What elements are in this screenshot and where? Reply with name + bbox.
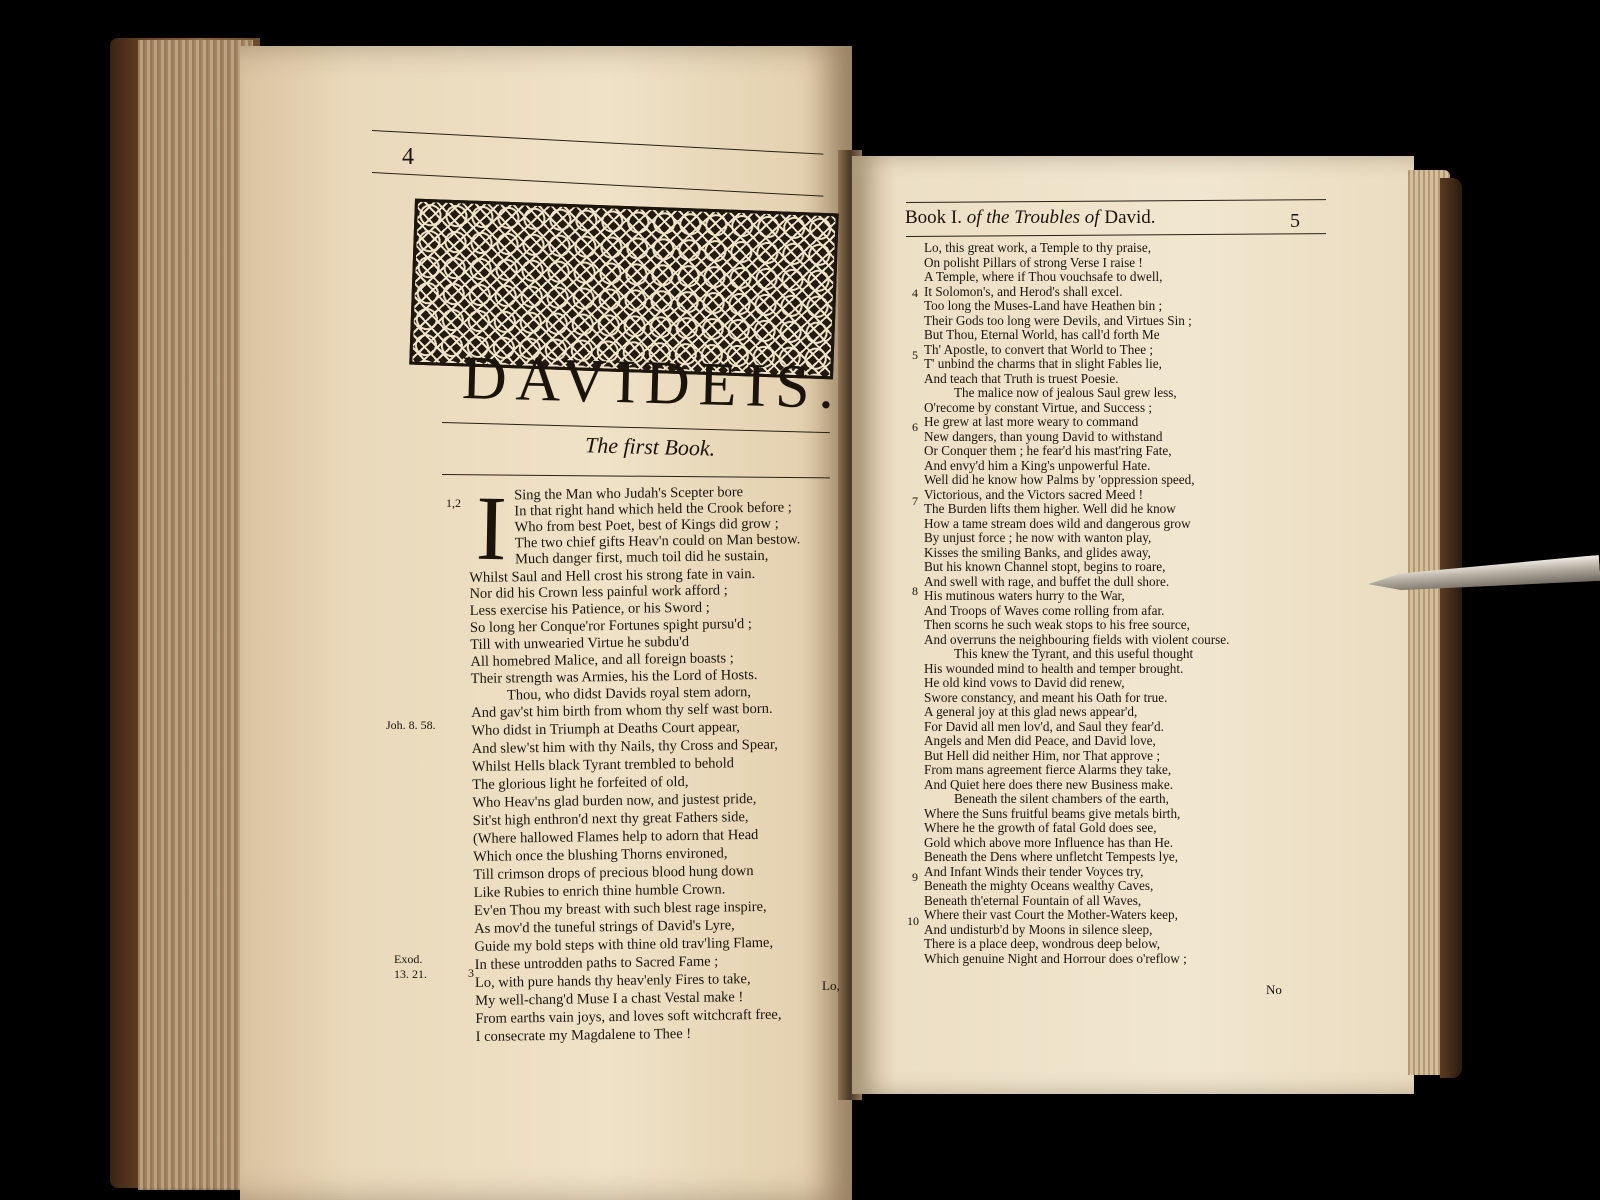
poem-line: Th' Apostle, to convert that World to Thee ;: [924, 341, 1154, 357]
running-head-book: Book I.: [905, 207, 962, 228]
poem-line: But Hell did neither Him, nor That approve ;: [924, 747, 1160, 763]
poem-line: Who didst in Triumph at Deaths Court appear,: [471, 719, 740, 739]
right-page-number: 5: [1290, 210, 1300, 232]
poem-line: The two chief gifts Heav'n could on Man bestow.: [514, 531, 801, 552]
poem-line: O'recome by constant Virtue, and Success ;: [924, 399, 1153, 415]
verse-number: 10: [907, 914, 919, 928]
poem-line: Thou, who didst Davids royal stem adorn,: [506, 684, 752, 704]
poem-line: His mutinous waters hurry to the War,: [924, 588, 1125, 603]
poem-line: Lo, this great work, a Temple to thy praise,: [924, 240, 1151, 255]
poem-line: He grew at last more weary to command: [924, 414, 1139, 429]
poem-line: So long her Conque'ror Fortunes spight pursu'd ;: [469, 616, 752, 636]
poem-line: My well-chang'd Muse I a chast Vestal make !: [475, 989, 744, 1009]
poem-line: T' unbind the charms that in slight Fables lie,: [924, 356, 1162, 371]
poem-line: Where he the growth of fatal Gold does see,: [924, 820, 1157, 835]
poem-line: Beneath th'eternal Fountain of all Waves,: [924, 892, 1142, 908]
poem-line: New dangers, than young David to withstand: [924, 428, 1163, 444]
poem-line: (Where hallowed Flames help to adorn that Head: [472, 826, 759, 847]
poem-line: Who Heav'ns glad burden now, and justest pride,: [472, 791, 757, 811]
book-subtitle: The first Book.: [584, 432, 716, 461]
poem-line: Beneath the mighty Oceans wealthy Caves,: [924, 878, 1154, 893]
poem-line: How a tame stream does wild and dangerous grow: [924, 515, 1191, 531]
verse-number: 6: [912, 420, 918, 434]
poem-line: And Quiet here does there new Business make.: [924, 776, 1174, 792]
poem-line: Too long the Muses-Land have Heathen bin ;: [924, 298, 1163, 313]
verse-number: 9: [912, 870, 918, 884]
poem-line: Where the Suns fruitful beams give metals birth,: [924, 805, 1181, 821]
verse-marker: 1,2: [446, 496, 461, 510]
poem-line: And Infant Winds their tender Voyces try,: [924, 863, 1144, 879]
book-title: DAVIDEIS.: [461, 344, 845, 422]
verse-number: 7: [912, 494, 918, 508]
running-head-italic: of the Troubles of: [966, 207, 1100, 228]
poem-line: As mov'd the tuneful strings of David's Lyre,: [474, 917, 735, 937]
poem-line: Lo, with pure hands thy heav'enly Fires to take,: [474, 971, 751, 991]
poem-line: But Thou, Eternal World, has call'd forth Me: [924, 327, 1160, 342]
poem-line: Whilst Hells black Tyrant trembled to behold: [471, 755, 735, 775]
right-cover: [1440, 178, 1462, 1078]
poem-line: Ev'en Thou my breast with such blest rage inspire,: [473, 898, 767, 919]
poem-line: Their Gods too long were Devils, and Virtues Sin ;: [924, 312, 1192, 328]
running-head-end: David.: [1104, 207, 1156, 228]
left-page-edges: [138, 40, 253, 1190]
poem-line: Guide my bold steps with thine old trav'ling Flame,: [474, 934, 774, 955]
left-catchword: Lo,: [822, 978, 840, 993]
poem-line: Then scorns he such weak stops to his free source,: [924, 617, 1190, 632]
poem-line: Beneath the silent chambers of the earth,: [954, 791, 1169, 806]
poem-line: This knew the Tyrant, and this useful thought: [954, 646, 1194, 661]
poem-line: Sit'st high enthron'd next thy great Fathers side,: [472, 809, 749, 829]
poem-line: And overruns the neighbouring fields with violent course.: [924, 631, 1230, 647]
poem-line: Victorious, and the Victors sacred Meed !: [924, 486, 1143, 502]
poem-line: All homebred Malice, and all foreign boasts ;: [470, 650, 734, 670]
running-head: [905, 207, 1156, 229]
poem-line: A Temple, where if Thou vouchsafe to dwell,: [924, 269, 1163, 284]
poem-line: Or Conquer them ; he fear'd his mast'ring Fate,: [924, 443, 1172, 458]
poem-line: I consecrate my Magdalene to Thee !: [475, 1025, 692, 1045]
poem-line: And envy'd him a King's unpowerful Hate.: [924, 457, 1151, 473]
poem-line: The glorious light he forfeited of old,: [472, 773, 689, 793]
poem-line: Their strength was Armies, his the Lord of Hosts.: [470, 666, 758, 687]
poem-line: Angels and Men did Peace, and David love,: [924, 733, 1156, 748]
poem-line: His wounded mind to health and temper brought.: [924, 660, 1184, 676]
poem-line: Who from best Poet, best of Kings did grow ;: [514, 515, 779, 536]
poem-line: Nor did his Crown less painful work afford ;: [469, 582, 728, 602]
poem-line: Whilst Saul and Hell crost his strong fate in vain.: [469, 565, 756, 586]
poem-line: And gav'st him birth from whom thy self wast born.: [471, 700, 773, 721]
verse-number: 8: [912, 584, 918, 598]
poem-line: Where their vast Court the Mother-Waters keep,: [924, 907, 1178, 922]
poem-line: Less exercise his Patience, or his Sword ;: [469, 599, 710, 619]
side-note: Joh. 8. 58.: [386, 718, 436, 732]
poem-line: Well did he know how Palms by 'oppression speed,: [924, 472, 1195, 487]
poem-line: Which genuine Night and Horrour does o'reflow ;: [924, 950, 1187, 966]
poem-line: He old kind vows to David did renew,: [924, 675, 1125, 690]
drop-cap: I: [475, 476, 508, 580]
poem-line: Till with unwearied Virtue he subdu'd: [470, 633, 690, 653]
poem-line: Gold which above more Influence has than He.: [924, 834, 1174, 850]
poem-line: There is a place deep, wondrous deep below,: [924, 936, 1161, 951]
poem-line: By unjust force ; he now with wanton play,: [924, 530, 1152, 545]
poem-line: But his known Channel stopt, begins to roare,: [924, 559, 1166, 574]
poem-line: Much danger first, much toil did he sustain,: [514, 547, 769, 568]
poem-line: Which once the blushing Thorns environed,: [473, 845, 728, 865]
poem-line: Beneath the Dens where unfletcht Tempests lye,: [924, 849, 1179, 864]
poem-line: And teach that Truth is truest Poesie.: [924, 370, 1119, 386]
poem-line: And undisturb'd by Moons in silence sleep,: [924, 921, 1153, 937]
poem-line: Kisses the smiling Banks, and glides away,: [924, 544, 1151, 560]
poem-line: On polisht Pillars of strong Verse I raise !: [924, 254, 1143, 270]
verse-marker: 3: [468, 966, 474, 980]
poem-line: In these untrodden paths to Sacred Fame ;: [474, 953, 719, 973]
poem-line: The malice now of jealous Saul grew less,: [954, 385, 1177, 400]
poem-line: And Troops of Waves come rolling from afar.: [924, 602, 1165, 618]
poem-line: Swore constancy, and meant his Oath for true.: [924, 689, 1168, 705]
verse-number: 5: [912, 348, 918, 362]
poem-line: Till crimson drops of precious blood hung down: [473, 863, 754, 883]
side-note: Exod. 13. 21.: [394, 952, 427, 981]
poem-line: From mans agreement fierce Alarms they take,: [924, 762, 1172, 777]
poem-line: Sing the Man who Judah's Scepter bore: [514, 484, 744, 504]
verse-number: 4: [912, 286, 918, 300]
poem-line: And swell with rage, and buffet the dull shore.: [924, 573, 1170, 589]
poem-line: For David all men lov'd, and Saul they fear'd.: [924, 718, 1164, 734]
right-catchword: No: [1266, 982, 1282, 997]
poem-line: From earths vain joys, and loves soft witchcraft free,: [475, 1006, 782, 1027]
poem-line: In that right hand which held the Crook before ;: [514, 499, 792, 520]
poem-line: Like Rubies to enrich thine humble Crown.: [473, 881, 726, 901]
poem-line: It Solomon's, and Herod's shall excel.: [924, 283, 1123, 299]
poem-line: And slew'st him with thy Nails, thy Cross and Spear,: [471, 736, 778, 757]
left-page-number: 4: [402, 144, 414, 170]
poem-line: The Burden lifts them higher. Well did he know: [924, 501, 1176, 516]
poem-line: A general joy at this glad news appear'd,: [924, 704, 1138, 719]
